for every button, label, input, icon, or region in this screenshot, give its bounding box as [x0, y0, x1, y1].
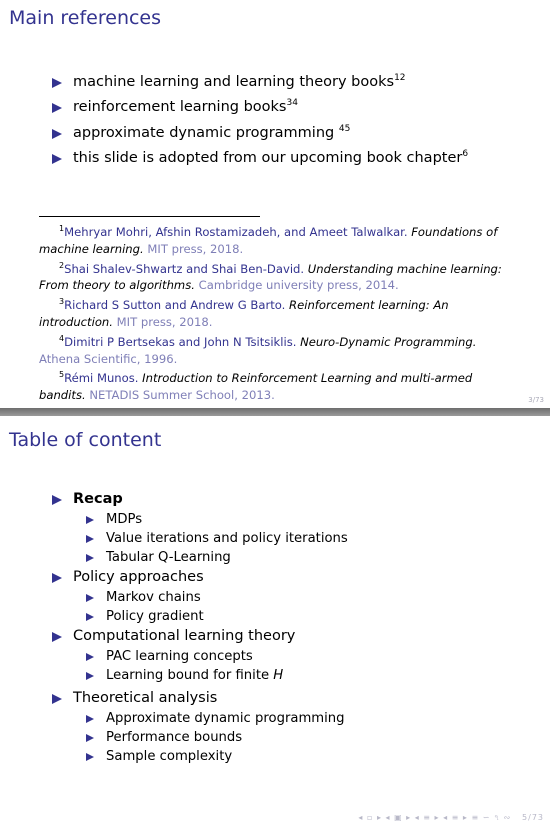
- bullet-text: this slide is adopted from our upcoming book chapter: [73, 150, 463, 166]
- triangle-bullet-icon: [86, 613, 94, 621]
- toc-item-label: Approximate dynamic programming: [106, 711, 345, 726]
- triangle-bullet-icon: [52, 694, 62, 704]
- slide-divider: [0, 408, 550, 416]
- triangle-bullet-icon: [52, 632, 62, 642]
- slide-main-references: [0, 0, 550, 408]
- toc-item-label: Value iterations and policy iterations: [106, 531, 348, 546]
- triangle-bullet-icon: [52, 154, 62, 164]
- slide-table-of-content: [0, 416, 550, 830]
- triangle-bullet-icon: [52, 129, 62, 139]
- footnote-publisher[interactable]: MIT press, 2018.: [116, 314, 213, 329]
- toc-item[interactable]: [86, 710, 532, 729]
- footnote-entry: [39, 294, 519, 331]
- bullet-text: approximate dynamic programming: [73, 125, 339, 141]
- footnote-authors[interactable]: Shai Shalev-Shwartz and Shai Ben-David.: [64, 261, 305, 276]
- toc-item[interactable]: [86, 511, 532, 530]
- footnote-rule: [39, 216, 260, 217]
- toc-item[interactable]: [86, 729, 532, 748]
- footnote-ref[interactable]: 6: [462, 149, 469, 159]
- footnote-title: Reinforcement learning: An introduction.: [39, 298, 449, 329]
- page-number: 5/73: [522, 813, 544, 822]
- footnote-title: Foundations of machine learning.: [39, 225, 498, 256]
- footnote-number: 5: [59, 370, 65, 380]
- bullet-text: reinforcement learning books: [73, 99, 287, 115]
- toc-item[interactable]: [86, 530, 532, 549]
- toc-list: [52, 490, 532, 767]
- footnote-ref[interactable]: 34: [286, 98, 298, 108]
- toc-item-label: Learning bound for finite H: [106, 668, 284, 683]
- triangle-bullet-icon: [86, 734, 94, 742]
- footnote-title: Neuro-Dynamic Programming.: [300, 334, 477, 349]
- triangle-bullet-icon: [86, 653, 94, 661]
- toc-item-label: PAC learning concepts: [106, 649, 253, 664]
- footnote-authors[interactable]: Rémi Munos.: [64, 371, 139, 386]
- toc-item[interactable]: [86, 648, 532, 667]
- triangle-bullet-icon: [86, 554, 94, 562]
- footnote-title: Introduction to Reinforcement Learning and multi-armed bandits.: [39, 371, 473, 403]
- footnote-publisher[interactable]: Cambridge university press, 2014.: [198, 278, 399, 293]
- toc-item-label: MDPs: [106, 512, 143, 527]
- triangle-bullet-icon: [52, 573, 62, 583]
- toc-item[interactable]: [86, 589, 532, 608]
- triangle-bullet-icon: [86, 516, 94, 524]
- toc-item-label: Sample complexity: [106, 749, 233, 764]
- triangle-bullet-icon: [52, 103, 62, 113]
- triangle-bullet-icon: [86, 594, 94, 602]
- footnote-ref[interactable]: 45: [338, 124, 351, 134]
- triangle-bullet-icon: [86, 672, 94, 680]
- toc-item[interactable]: [86, 608, 532, 627]
- footnote-publisher[interactable]: NETADIS Summer School, 2013.: [89, 388, 275, 403]
- toc-item[interactable]: [86, 549, 532, 568]
- toc-section-label: Computational learning theory: [73, 628, 296, 644]
- nav-symbols[interactable]: ◂ ▫ ▸ ◂ ▣ ▸ ◂ ≡ ▸ ◂ ≡ ▸ ≡ ∽ ৭ ∾: [358, 813, 512, 822]
- footnote-entry: [39, 331, 519, 368]
- toc-section-label: Recap: [73, 491, 123, 507]
- page-number: 3/73: [528, 396, 544, 404]
- footnote-number: 4: [59, 333, 65, 343]
- toc-item-label: Performance bounds: [106, 730, 243, 745]
- toc-section-label: Theoretical analysis: [73, 690, 218, 706]
- bullet-text: machine learning and learning theory books: [73, 74, 395, 90]
- footnote-publisher[interactable]: MIT press, 2018.: [147, 241, 244, 256]
- triangle-bullet-icon: [52, 495, 62, 505]
- toc-item-label: Tabular Q-Learning: [106, 550, 231, 565]
- toc-section[interactable]: [52, 568, 532, 589]
- toc-item-label: Policy gradient: [106, 609, 204, 624]
- footnote-entry: [39, 367, 519, 404]
- footnote-number: 2: [59, 260, 65, 270]
- triangle-bullet-icon: [52, 78, 62, 88]
- toc-item-label: Markov chains: [106, 590, 201, 605]
- toc-item[interactable]: [86, 667, 532, 686]
- slide-title: Table of content: [9, 429, 162, 451]
- toc-section[interactable]: [52, 490, 532, 511]
- footnote-entry: [39, 221, 519, 258]
- toc-section[interactable]: [52, 627, 532, 648]
- footnote-publisher[interactable]: Athena Scientific, 1996.: [39, 351, 178, 366]
- footnote-number: 3: [59, 297, 65, 307]
- toc-section[interactable]: [52, 689, 532, 710]
- footnote-title: Understanding machine learning: From theory to algorithms.: [39, 261, 502, 293]
- footnote-number: 1: [59, 224, 65, 233]
- footnote-authors[interactable]: Mehryar Mohri, Afshin Rostamizadeh, and Ameet Talwalkar.: [64, 225, 408, 239]
- toc-item[interactable]: [86, 748, 532, 767]
- triangle-bullet-icon: [86, 753, 94, 761]
- footnote-entry: [39, 258, 519, 295]
- toc-section-label: Policy approaches: [73, 569, 204, 585]
- footnote-authors[interactable]: Dimitri P Bertsekas and John N Tsitsiklis.: [64, 334, 297, 349]
- triangle-bullet-icon: [86, 715, 94, 723]
- beamer-nav-bar[interactable]: [358, 812, 544, 825]
- footnote-authors[interactable]: Richard S Sutton and Andrew G Barto.: [64, 298, 286, 313]
- footnotes: [39, 221, 519, 424]
- math-variable: H: [273, 668, 284, 683]
- triangle-bullet-icon: [86, 535, 94, 543]
- footnote-ref[interactable]: 12: [394, 73, 406, 83]
- slide-title: Main references: [9, 7, 162, 29]
